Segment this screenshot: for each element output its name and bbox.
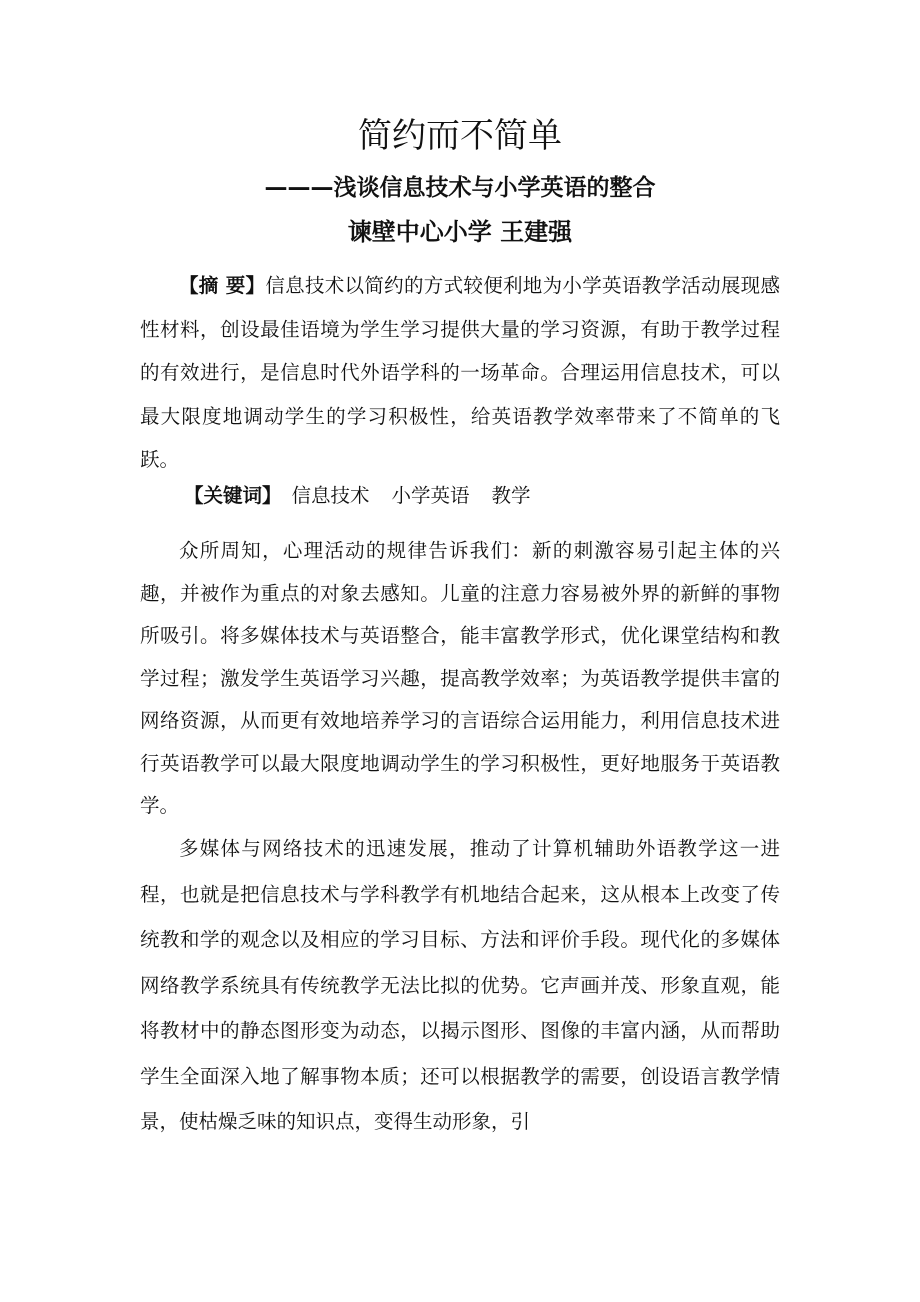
abstract-label: 【摘 要】 bbox=[179, 274, 266, 297]
keywords-line bbox=[184, 476, 543, 516]
keyword-item: 小学英语 bbox=[391, 484, 470, 507]
keyword-item: 教学 bbox=[491, 484, 531, 507]
document-title: 简约而不简单 bbox=[358, 116, 562, 156]
abstract-paragraph bbox=[140, 264, 780, 482]
abstract-text: 信息技术以简约的方式较便利地为小学英语教学活动展现感性材料，创设最佳语境为学生学习提供大量的学习资源，有助于教学过程的有效进行，是信息时代外语学科的一场革命。合理运用信息技术，可以最大限度地调动学生的学习积极性，给英语教学效率带来了不简单的飞跃。 bbox=[140, 274, 780, 472]
body-paragraph-1: 众所周知，心理活动的规律告诉我们：新的刺激容易引起主体的兴趣，并被作为重点的对象去感知。儿童的注意力容易被外界的新鲜的事物所吸引。将多媒体技术与英语整合，能丰富教学形式，优化课堂结构和教学过程；激发学生英语学习兴趣，提高教学效率；为英语教学提供丰富的网络资源，从而更有效地培养学习的言语综合运用能力，利用信息技术进行英语教学可以最大限度地调动学生的学习积极性，更好地服务于英语教学。 bbox=[140, 539, 780, 817]
keyword-item: 信息技术 bbox=[291, 484, 370, 507]
document-author: 谏壁中心小学 王建强 bbox=[347, 218, 573, 246]
document-subtitle: ———浅谈信息技术与小学英语的整合 bbox=[264, 175, 656, 201]
body-paragraph-2: 多媒体与网络技术的迅速发展，推动了计算机辅助外语教学这一进程，也就是把信息技术与学科教学有机地结合起来，这从根本上改变了传统教和学的观念以及相应的学习目标、方法和评价手段。现代化的多媒体网络教学系统具有传统教学无法比拟的优势。它声画并茂、形象直观，能将教材中的静态图形变为动态，以揭示图形、图像的丰富内涵，从而帮助学生全面深入地了解事物本质；还可以根据教学的需要，创设语言教学情景，使枯燥乏味的知识点，变得生动形象，引 bbox=[140, 837, 780, 1133]
keywords-label: 【关键词】 bbox=[184, 484, 282, 507]
